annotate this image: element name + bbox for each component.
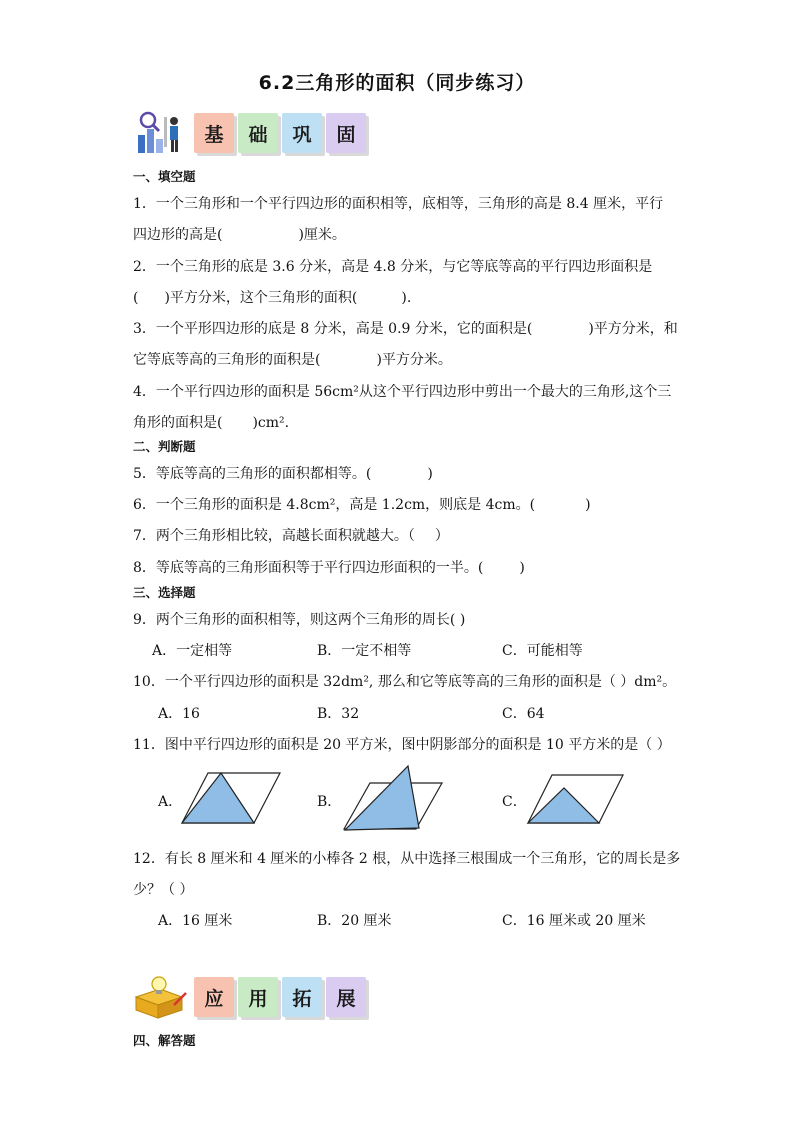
banner-tile: 巩 bbox=[282, 113, 322, 153]
question-3-line-2 bbox=[133, 349, 452, 369]
text-fragment: ). bbox=[401, 290, 412, 306]
text-fragment: )cm². bbox=[252, 415, 290, 431]
section-heading: 一、填空题 bbox=[133, 169, 196, 184]
banner-tile: 固 bbox=[326, 113, 366, 153]
option-a[interactable]: A．16 bbox=[158, 706, 200, 722]
text-fragment: 6．一个三角形的面积是 4.8cm²，高是 1.2cm，则底是 4cm。( bbox=[133, 497, 536, 513]
option-c[interactable]: C． bbox=[502, 794, 527, 810]
question-4-line-2 bbox=[133, 412, 289, 432]
option-b[interactable]: B．20 厘米 bbox=[317, 913, 392, 929]
question-2-line-2 bbox=[133, 287, 411, 307]
page-title: 6.2三角形的面积（同步练习） bbox=[258, 72, 536, 94]
figure-option-c bbox=[526, 772, 626, 826]
text-fragment: 它等底等高的三角形的面积是( bbox=[133, 352, 321, 368]
text-fragment: ) bbox=[585, 497, 591, 513]
text-fragment: 7．两个三角形相比较，高越长面积就越大。（ bbox=[133, 528, 415, 544]
question-6 bbox=[133, 494, 591, 514]
text-fragment: 角形的面积是( bbox=[133, 415, 223, 431]
banner-tile: 拓 bbox=[282, 977, 322, 1017]
section-banner-basics bbox=[130, 110, 370, 156]
option-c[interactable]: C．64 bbox=[502, 706, 545, 722]
question-1-line-2 bbox=[133, 224, 346, 244]
text-fragment: )平方分米。 bbox=[376, 352, 452, 368]
question-10-stem: 10．一个平行四边形的面积是 32dm², 那么和它等底等高的三角形的面积是（ ）dm²。 bbox=[133, 674, 677, 690]
question-12-line-1: 12．有长 8 厘米和 4 厘米的小棒各 2 根，从中选择三根围成一个三角形，它的周长是多 bbox=[133, 851, 681, 867]
text-fragment: 3．一个平形四边形的底是 8 分米，高是 0.9 分米，它的面积是( bbox=[133, 321, 533, 337]
shaded-triangle bbox=[345, 766, 419, 830]
text-fragment: )平方分米，这个三角形的面积( bbox=[164, 290, 358, 306]
question-2-line-1: 2．一个三角形的底是 3.6 分米，高是 4.8 分米，与它等底等高的平行四边形面积是 bbox=[133, 259, 653, 275]
text-fragment: 5．等底等高的三角形的面积都相等。( bbox=[133, 466, 372, 482]
text-fragment: ） bbox=[434, 528, 449, 544]
option-b[interactable]: B．32 bbox=[317, 706, 360, 722]
option-a[interactable]: A．一定相等 bbox=[152, 643, 233, 659]
question-4-line-1: 4．一个平行四边形的面积是 56cm²从这个平行四边形中剪出一个最大的三角形,这个三 bbox=[133, 384, 672, 400]
text-fragment: 8．等底等高的三角形面积等于平行四边形面积的一半。( bbox=[133, 560, 484, 576]
analytics-person-icon bbox=[130, 111, 188, 155]
banner-tile: 展 bbox=[326, 977, 366, 1017]
figure-option-a bbox=[180, 770, 284, 826]
banner-tile: 用 bbox=[238, 977, 278, 1017]
option-c[interactable]: C．可能相等 bbox=[502, 643, 583, 659]
shaded-triangle bbox=[182, 773, 254, 823]
question-7 bbox=[133, 525, 449, 545]
banner-tile: 础 bbox=[238, 113, 278, 153]
text-fragment: )厘米。 bbox=[298, 227, 346, 243]
option-b[interactable]: B．一定不相等 bbox=[317, 643, 412, 659]
question-12-line-2: 少？（ ） bbox=[133, 882, 194, 898]
section-heading: 四、解答题 bbox=[133, 1033, 196, 1048]
banner-tile: 基 bbox=[194, 113, 234, 153]
section-banner-extension bbox=[130, 974, 370, 1020]
option-b[interactable]: B． bbox=[317, 794, 342, 810]
option-c[interactable]: C．16 厘米或 20 厘米 bbox=[502, 913, 646, 929]
idea-box-icon bbox=[130, 975, 188, 1019]
text-fragment: )平方分米，和 bbox=[588, 321, 678, 337]
question-3-line-1 bbox=[133, 318, 678, 338]
text-fragment: ) bbox=[519, 560, 525, 576]
figure-option-b bbox=[342, 764, 448, 834]
shaded-triangle bbox=[528, 788, 599, 823]
question-11-stem: 11．图中平行四边形的面积是 20 平方米，图中阴影部分的面积是 10 平方米的是（ ） bbox=[133, 737, 671, 753]
question-9-stem: 9．两个三角形的面积相等，则这两个三角形的周长( ) bbox=[133, 612, 466, 628]
question-1-line-1: 1．一个三角形和一个平行四边形的面积相等，底相等，三角形的高是 8.4 厘米，平行 bbox=[133, 196, 664, 212]
text-fragment: 四边形的高是( bbox=[133, 227, 223, 243]
option-a[interactable]: A． bbox=[158, 794, 183, 810]
question-5 bbox=[133, 463, 433, 483]
section-heading: 三、选择题 bbox=[133, 585, 196, 600]
text-fragment: ) bbox=[427, 466, 433, 482]
option-a[interactable]: A．16 厘米 bbox=[158, 913, 233, 929]
section-heading: 二、判断题 bbox=[133, 439, 196, 454]
question-8 bbox=[133, 557, 525, 577]
text-fragment: ( bbox=[133, 290, 139, 306]
banner-tile: 应 bbox=[194, 977, 234, 1017]
